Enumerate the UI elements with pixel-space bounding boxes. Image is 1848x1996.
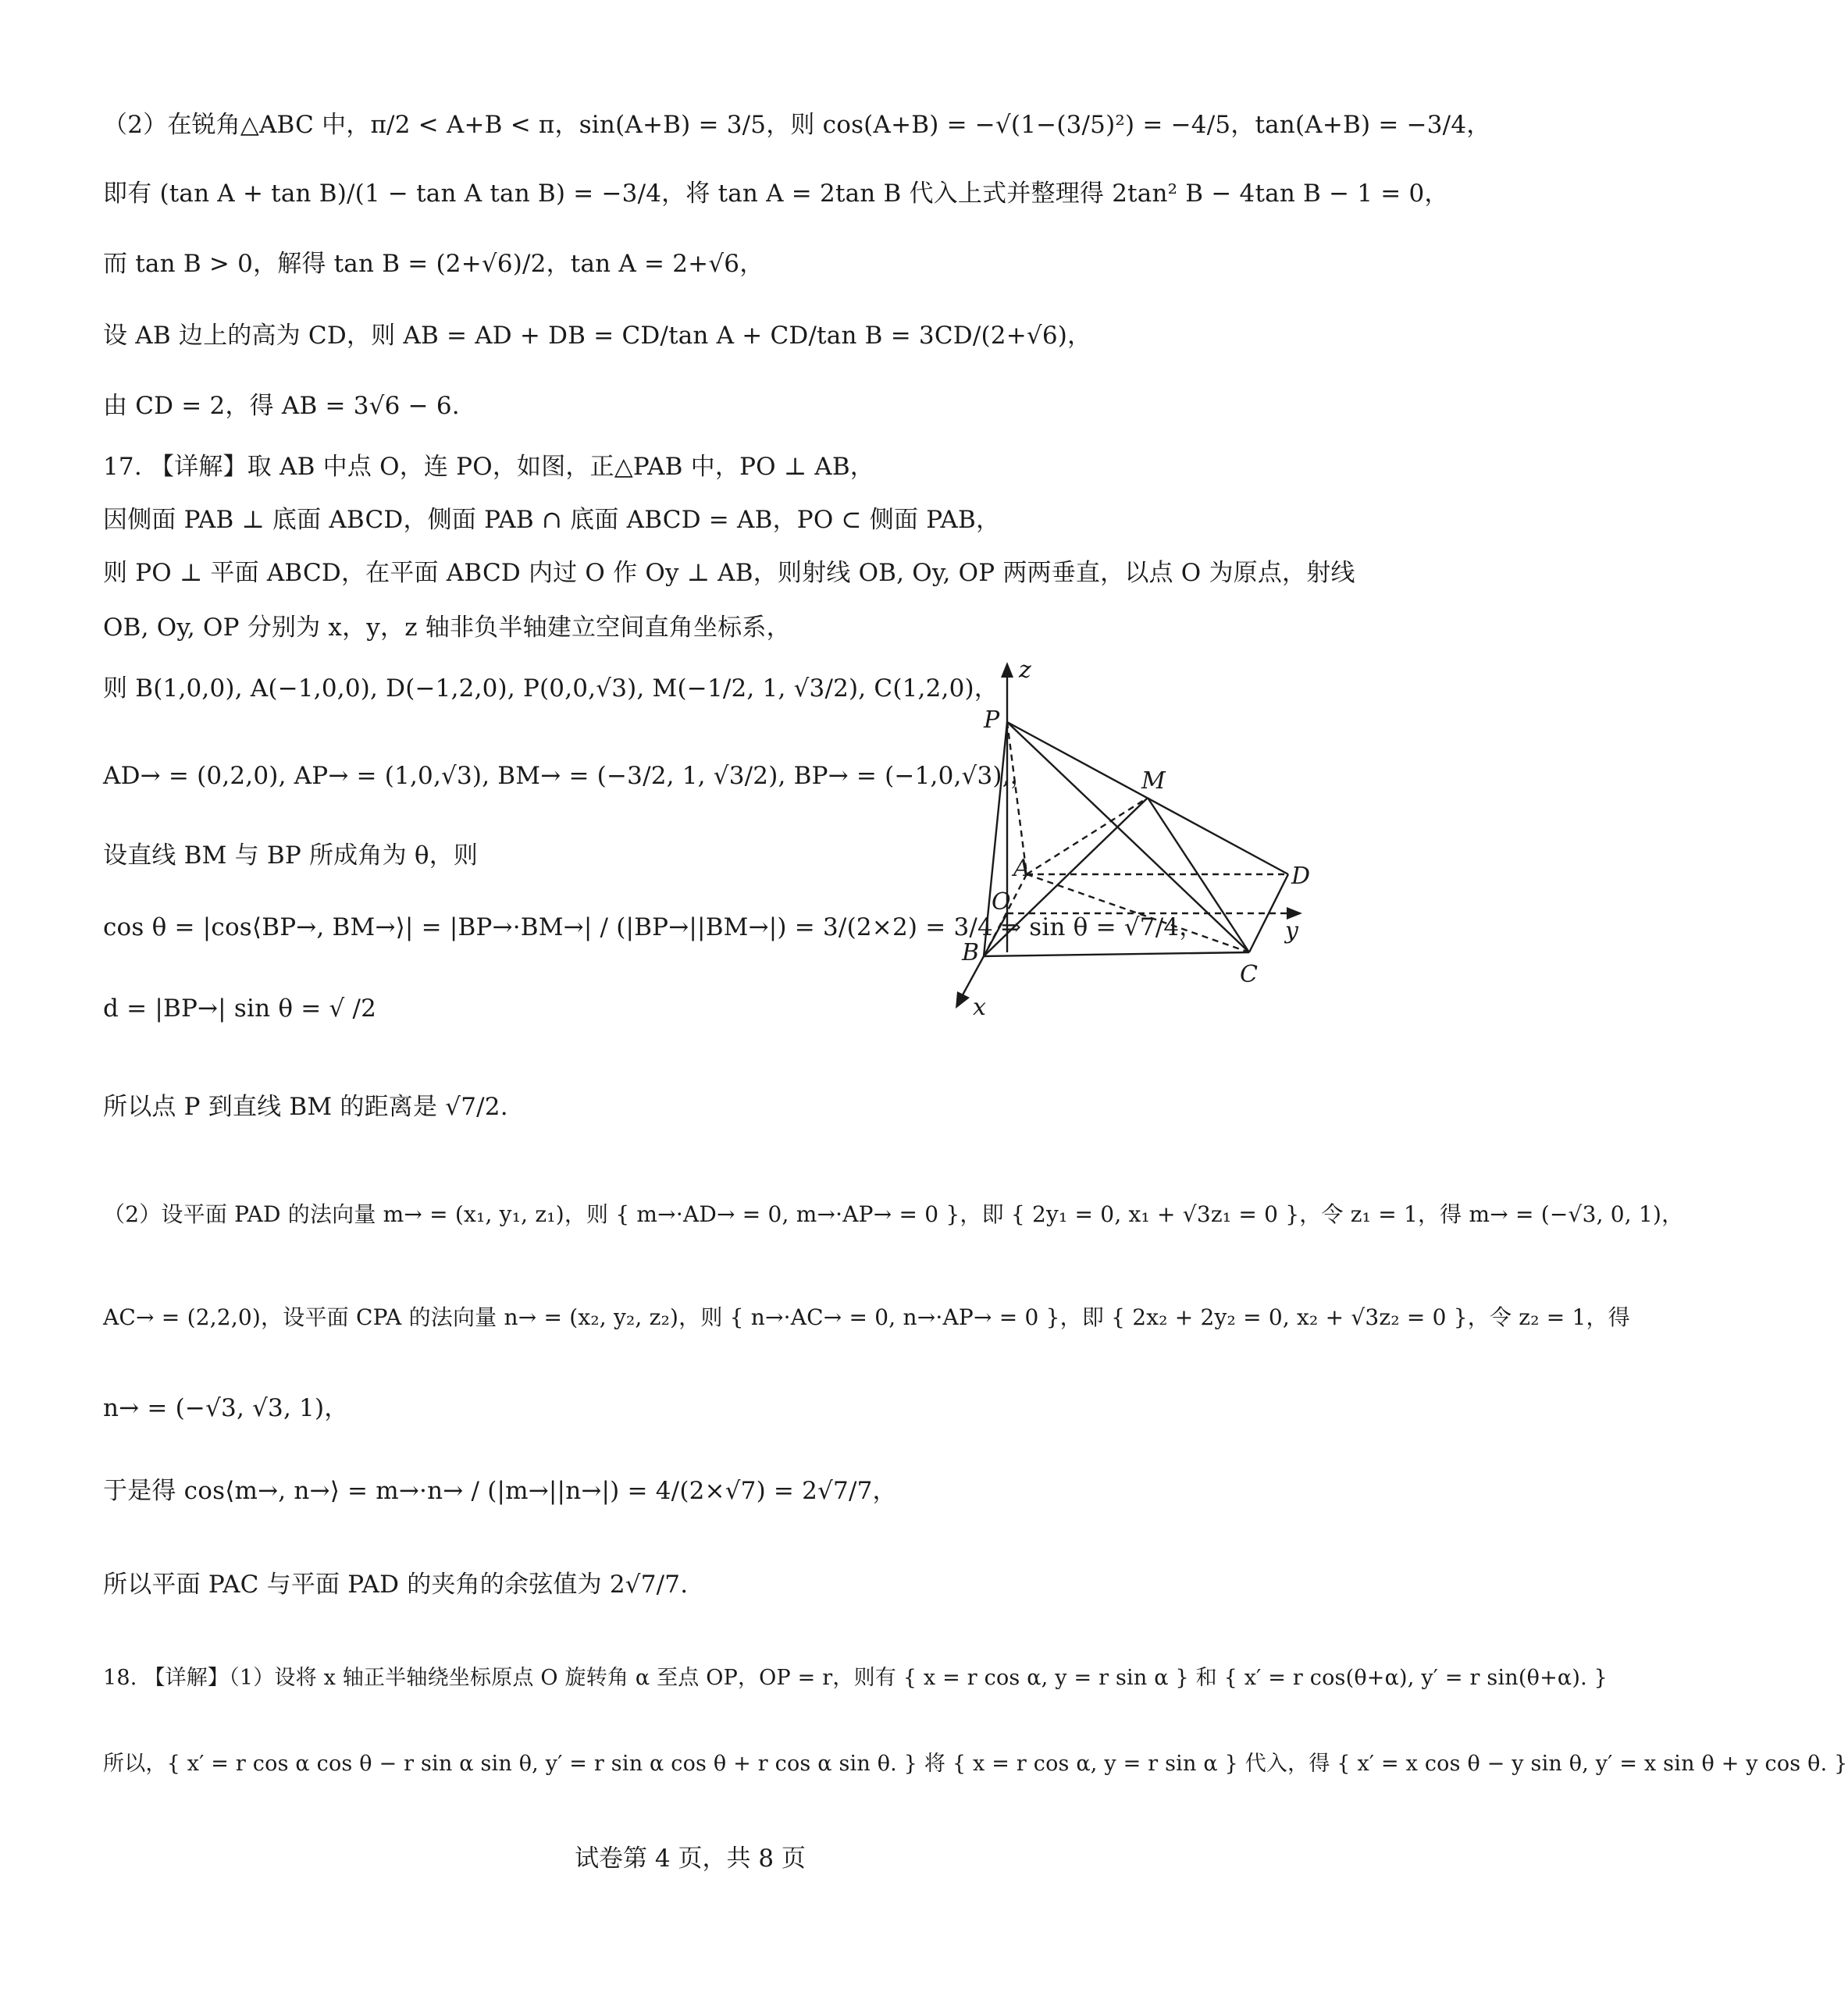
text-line: 因侧面 PAB ⊥ 底面 ABCD，侧面 PAB ∩ 底面 ABCD = AB，PO ⊂ 侧面 PAB， xyxy=(103,506,1001,534)
edge-PA-hidden xyxy=(1007,722,1027,874)
label-M: M xyxy=(1141,767,1166,795)
label-x: x xyxy=(973,994,986,1021)
edge-PC xyxy=(1007,722,1249,952)
text-line: 而 tan B > 0，解得 tan B = (2+√6)/2，tan A = 2+√6， xyxy=(103,250,764,278)
edge-AM-hidden xyxy=(1027,798,1148,874)
label-y: y xyxy=(1285,917,1298,945)
text-line: （2）在锐角△ABC 中，π/2 < A+B < π，sin(A+B) = 3/5，则 cos(A+B) = −√(1−(3/5)²) = −4/5，tan(A+B) = −3/4， xyxy=(103,111,1491,139)
problem-17-heading: 17. 【详解】取 AB 中点 O，连 PO，如图，正△PAB 中，PO ⊥ AB， xyxy=(103,453,875,481)
label-z: z xyxy=(1019,656,1031,684)
text-line: 由 CD = 2，得 AB = 3√6 − 6. xyxy=(103,392,460,420)
text-line: d = |BP→| sin θ = √ /2 xyxy=(103,994,377,1023)
text-line: OB, Oy, OP 分别为 x，y，z 轴非负半轴建立空间直角坐标系， xyxy=(103,614,791,642)
label-O: O xyxy=(992,888,1011,916)
label-D: D xyxy=(1291,863,1311,890)
text-line: 所以平面 PAC 与平面 PAD 的夹角的余弦值为 2√7/7. xyxy=(103,1571,689,1599)
text-line: 于是得 cos⟨m→, n→⟩ = m→·n→ / (|m→||n→|) = 4/(2×√7) = 2√7/7， xyxy=(103,1477,897,1505)
text-line: 所以，{ x′ = r cos α cos θ − r sin α sin θ, y′ = r sin α cos θ + r cos α sin θ. } 将 { x = r cos α, y = r sin α } 代入，得 { x′ = x cos θ − y sin θ, y′ = x sin θ + y cos θ. } xyxy=(103,1752,1848,1776)
text-line: n→ = (−√3, √3, 1)， xyxy=(103,1394,349,1422)
edge-BC xyxy=(984,952,1249,956)
text-line: cos θ = |cos⟨BP→, BM→⟩| = |BP→·BM→| / (|BP→||BM→|) = 3/(2×2) = 3/4 ⇒ sin θ = √7/4， xyxy=(103,913,1204,941)
label-C: C xyxy=(1240,961,1258,988)
text-line: 则 B(1,0,0), A(−1,0,0), D(−1,2,0), P(0,0,√3), M(−1/2, 1, √3/2), C(1,2,0)， xyxy=(103,674,999,703)
z-arrow xyxy=(1001,662,1013,678)
pyramid-diagram xyxy=(921,656,1312,1023)
text-line: 所以点 P 到直线 BM 的距离是 √7/2. xyxy=(103,1093,508,1121)
label-A: A xyxy=(1013,855,1031,882)
text-line: 设直线 BM 与 BP 所成角为 θ，则 xyxy=(103,841,479,870)
text-line: 则 PO ⊥ 平面 ABCD，在平面 ABCD 内过 O 作 Oy ⊥ AB，则射线 OB, Oy, OP 两两垂直，以点 O 为原点，射线 xyxy=(103,559,1355,587)
edge-BM xyxy=(984,798,1148,956)
text-line: AC→ = (2,2,0)，设平面 CPA 的法向量 n→ = (x₂, y₂, z₂)，则 { n→·AC→ = 0, n→·AP→ = 0 }，即 { 2x₂ + 2y₂ = 0, x₂ + √3z₂ = 0 }，令 z₂ = 1，得 xyxy=(103,1304,1630,1330)
problem-18-heading: 18. 【详解】（1）设将 x 轴正半轴绕坐标原点 O 旋转角 α 至点 OP，OP = r，则有 { x = r cos α, y = r sin α } 和 { x′ = r cos(θ+α), y′ = r sin(θ+α). } xyxy=(103,1666,1608,1690)
text-line: （2）设平面 PAD 的法向量 m→ = (x₁, y₁, z₁)，则 { m→·AD→ = 0, m→·AP→ = 0 }，即 { 2y₁ = 0, x₁ + √3z₁ = 0 }，令 z₁ = 1，得 m→ = (−√3, 0, 1)， xyxy=(103,1201,1684,1227)
label-B: B xyxy=(962,939,980,966)
page-footer: 试卷第 4 页，共 8 页 xyxy=(575,1845,806,1873)
pyramid-figure xyxy=(921,656,1312,1023)
text-line: 即有 (tan A + tan B)/(1 − tan A tan B) = −3/4，将 tan A = 2tan B 代入上式并整理得 2tan² B − 4tan B − 1 = 0， xyxy=(103,180,1449,208)
label-P: P xyxy=(984,706,1000,734)
text-line: AD→ = (0,2,0), AP→ = (1,0,√3), BM→ = (−3/2, 1, √3/2), BP→ = (−1,0,√3),， xyxy=(103,762,1034,790)
text-line: 设 AB 边上的高为 CD，则 AB = AD + DB = CD/tan A + CD/tan B = 3CD/(2+√6)， xyxy=(103,322,1092,350)
